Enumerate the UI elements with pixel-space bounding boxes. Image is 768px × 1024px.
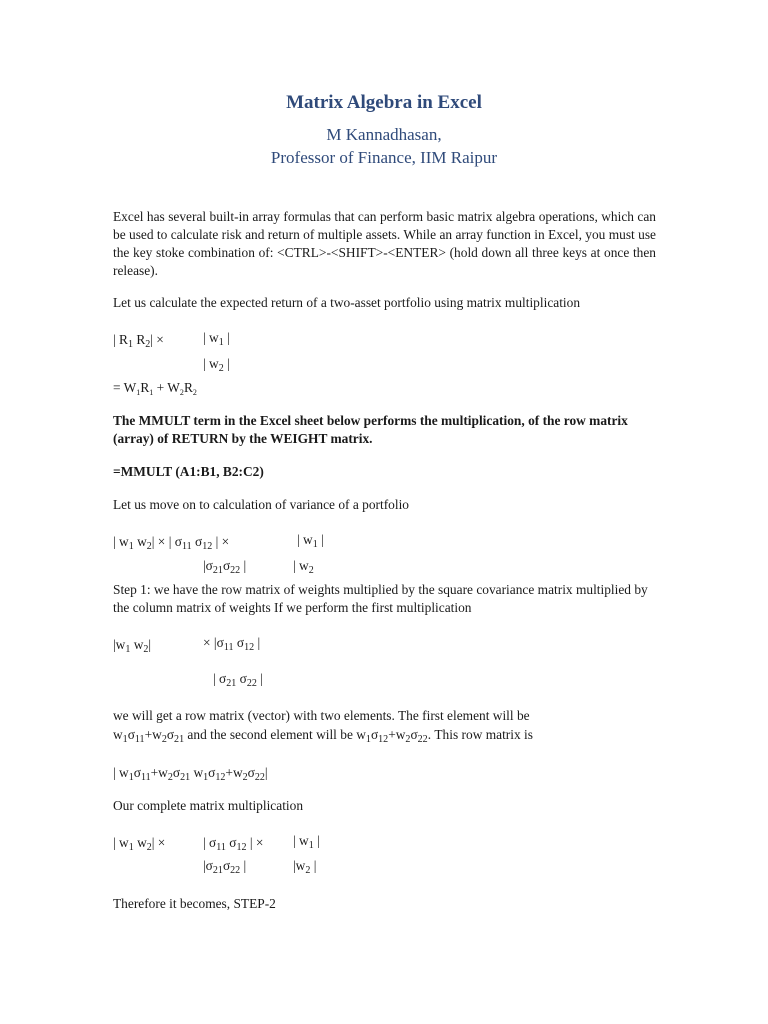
- complete-weight-col2: $|w_2$ |: [293, 858, 317, 876]
- intro-paragraph: Excel has several built-in array formulas that can perform basic matrix algebra operations, which can be used to calculate risk and return of multiple assets. While an array function in Excel, you must use the key stoke combination of: <CTRL>-<SHIFT>-<ENTER> (hold down all three keys at once then release).: [113, 209, 656, 278]
- step1-paragraph: Step 1: we have the row matrix of weights multiplied by the square covariance matrix multiplied by the column matrix of weights If we perform the first multiplication: [113, 582, 648, 615]
- complete-weight-col1: | $w_1$ |: [293, 833, 320, 851]
- row-matrix-text-2: $w_1\sigma_{11}+w_2\sigma_{21}$ and the second element will be $w_1\sigma_{12}+w_2\sigma_{22}$. This row matrix is: [113, 727, 533, 745]
- row-matrix-text-1: we will get a row matrix (vector) with two elements. The first element will be: [113, 708, 530, 723]
- first-mult-weights: $|w_1$ $w_2|$: [113, 637, 152, 655]
- mmult-description: The MMULT term in the Excel sheet below performs the multiplication, of the row matrix (array) of RETURN by the WEIGHT matrix.: [113, 413, 628, 446]
- first-mult-cov-row2: | $\sigma_{21}$ $\sigma_{22}$ |: [213, 671, 263, 689]
- complete-cov-row1: | $\sigma_{11}$ $\sigma_{12}$ | ×: [203, 835, 264, 853]
- first-mult-cov-row1: × $|\sigma_{11}$ $\sigma_{12}$ |: [203, 635, 261, 653]
- return-intro: Let us calculate the expected return of a two-asset portfolio using matrix multiplication: [113, 295, 581, 310]
- variance-weight-col2: | $w_2$: [293, 558, 314, 576]
- row-matrix-result: | $w_1\sigma_{11}+w_2\sigma_{21}$ $w_1\sigma_{12}+w_2\sigma_{22}|$: [113, 765, 268, 783]
- document-title: Matrix Algebra in Excel: [286, 92, 482, 113]
- variance-row2: $|\sigma_{21}\sigma_{22}$ |: [203, 558, 247, 576]
- variance-row1: | $w_1$ $w_2|$ × | $\sigma_{11}$ $\sigma_{12}$ | ×: [113, 534, 230, 552]
- step2-text: Therefore it becomes, STEP-2: [113, 896, 276, 911]
- author-name: M Kannadhasan,: [326, 125, 442, 144]
- weight-column-row2: | $w_2$ |: [203, 356, 230, 374]
- author-affiliation: Professor of Finance, IIM Raipur: [270, 148, 498, 167]
- complete-intro: Our complete matrix multiplication: [113, 798, 304, 813]
- weight-column-row1: | $w_1$ |: [203, 330, 230, 348]
- complete-cov-row2: $|\sigma_{21}\sigma_{22}$ |: [203, 858, 247, 876]
- mmult-formula: =MMULT (A1:B1, B2:C2): [113, 464, 264, 479]
- return-result: = $W_1R_1 + W_2R_2$: [113, 380, 197, 397]
- variance-intro: Let us move on to calculation of variance of a portfolio: [113, 497, 409, 512]
- return-row-matrix: | $R_1$ $R_2|$ ×: [113, 332, 164, 350]
- complete-weights-row: | $w_1$ $w_2|$ ×: [113, 835, 166, 853]
- variance-weight-col1: | $w_1$ |: [297, 532, 324, 550]
